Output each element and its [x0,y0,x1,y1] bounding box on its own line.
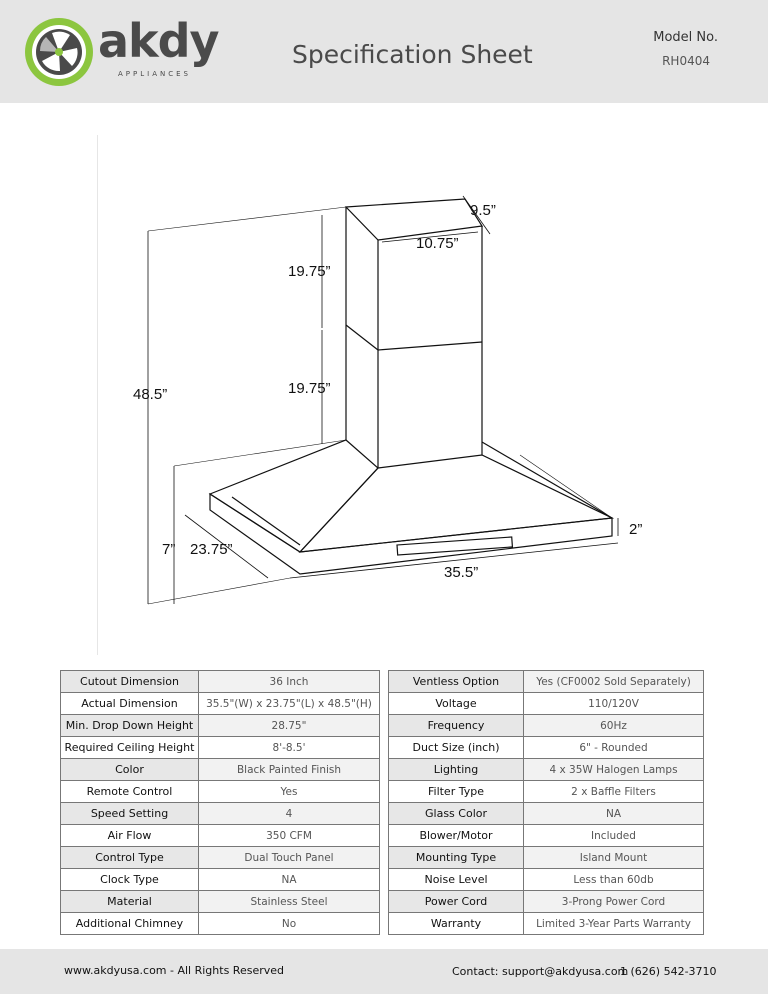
spec-value: Island Mount [524,847,704,869]
spec-label: Color [61,759,199,781]
spec-row [61,847,380,869]
spec-label: Warranty [389,913,524,935]
spec-row [61,781,380,803]
spec-row [389,781,704,803]
spec-row [61,825,380,847]
spec-label: Voltage [389,693,524,715]
brand-subtitle: APPLIANCES [118,70,191,78]
spec-label: Ventless Option [389,671,524,693]
spec-row [389,825,704,847]
spec-value: 2 x Baffle Filters [524,781,704,803]
spec-row [61,737,380,759]
footer-contact: Contact: support@akdyusa.com [452,965,629,978]
spec-label: Remote Control [61,781,199,803]
spec-value: 4 [199,803,380,825]
spec-row [61,869,380,891]
header [0,0,768,103]
spec-label: Power Cord [389,891,524,913]
spec-row [61,693,380,715]
spec-value: NA [199,869,380,891]
page-title: Specification Sheet [292,40,533,69]
brand-name: akdy [98,14,219,68]
spec-value: 6" - Rounded [524,737,704,759]
spec-value: Yes (CF0002 Sold Separately) [524,671,704,693]
range-hood-drawing [98,130,698,660]
spec-row [389,737,704,759]
spec-label: Duct Size (inch) [389,737,524,759]
spec-label: Glass Color [389,803,524,825]
dim-hood-depth: 23.75” [190,541,233,558]
spec-label: Cutout Dimension [61,671,199,693]
model-label: Model No. [653,30,718,45]
spec-value: 350 CFM [199,825,380,847]
spec-label: Blower/Motor [389,825,524,847]
spec-label: Frequency [389,715,524,737]
spec-row [389,693,704,715]
spec-value: Stainless Steel [199,891,380,913]
spec-row [389,913,704,935]
dim-upper-chimney: 19.75” [288,263,331,280]
spec-value: Limited 3-Year Parts Warranty [524,913,704,935]
spec-label: Speed Setting [61,803,199,825]
spec-row [61,715,380,737]
spec-row [61,891,380,913]
spec-value: 28.75" [199,715,380,737]
spec-value: NA [524,803,704,825]
spec-label: Lighting [389,759,524,781]
spec-value: Black Painted Finish [199,759,380,781]
spec-label: Clock Type [61,869,199,891]
spec-row [61,803,380,825]
dim-edge: 2” [629,521,643,538]
spec-row [389,759,704,781]
dim-chimney-width: 10.75” [416,235,459,252]
spec-value: 4 x 35W Halogen Lamps [524,759,704,781]
spec-row [389,671,704,693]
spec-label: Control Type [61,847,199,869]
spec-row [389,869,704,891]
spec-value: Included [524,825,704,847]
dim-hood-width: 35.5” [444,564,479,581]
dim-hood-height: 7” [162,541,176,558]
spec-value: Yes [199,781,380,803]
spec-row [61,671,380,693]
spec-label: Actual Dimension [61,693,199,715]
footer-website: www.akdyusa.com - All Rights Reserved [64,964,284,977]
spec-row [61,759,380,781]
footer-phone: 1 (626) 542-3710 [620,965,717,978]
spec-value: 35.5"(W) x 23.75"(L) x 48.5"(H) [199,693,380,715]
spec-value: Dual Touch Panel [199,847,380,869]
dim-chimney-depth: 9.5” [470,202,496,219]
spec-row [389,847,704,869]
spec-value: 36 Inch [199,671,380,693]
spec-label: Additional Chimney [61,913,199,935]
spec-label: Mounting Type [389,847,524,869]
spec-value: 8'-8.5' [199,737,380,759]
spec-row [389,803,704,825]
spec-label: Material [61,891,199,913]
model-number: RH0404 [662,54,710,68]
spec-table-left [60,670,380,935]
spec-label: Air Flow [61,825,199,847]
spec-label: Filter Type [389,781,524,803]
spec-value: 3-Prong Power Cord [524,891,704,913]
spec-table-right [388,670,704,935]
dim-total-height: 48.5” [133,386,168,403]
spec-value: 60Hz [524,715,704,737]
hood-base [210,494,612,574]
spec-label: Required Ceiling Height [61,737,199,759]
canopy-front [300,455,612,552]
spec-value: Less than 60db [524,869,704,891]
spec-value: 110/120V [524,693,704,715]
spec-label: Noise Level [389,869,524,891]
spec-value: No [199,913,380,935]
dim-lower-chimney: 19.75” [288,380,331,397]
footer [0,949,768,994]
spec-row [61,913,380,935]
spec-row [389,715,704,737]
spec-row [389,891,704,913]
spec-label: Min. Drop Down Height [61,715,199,737]
